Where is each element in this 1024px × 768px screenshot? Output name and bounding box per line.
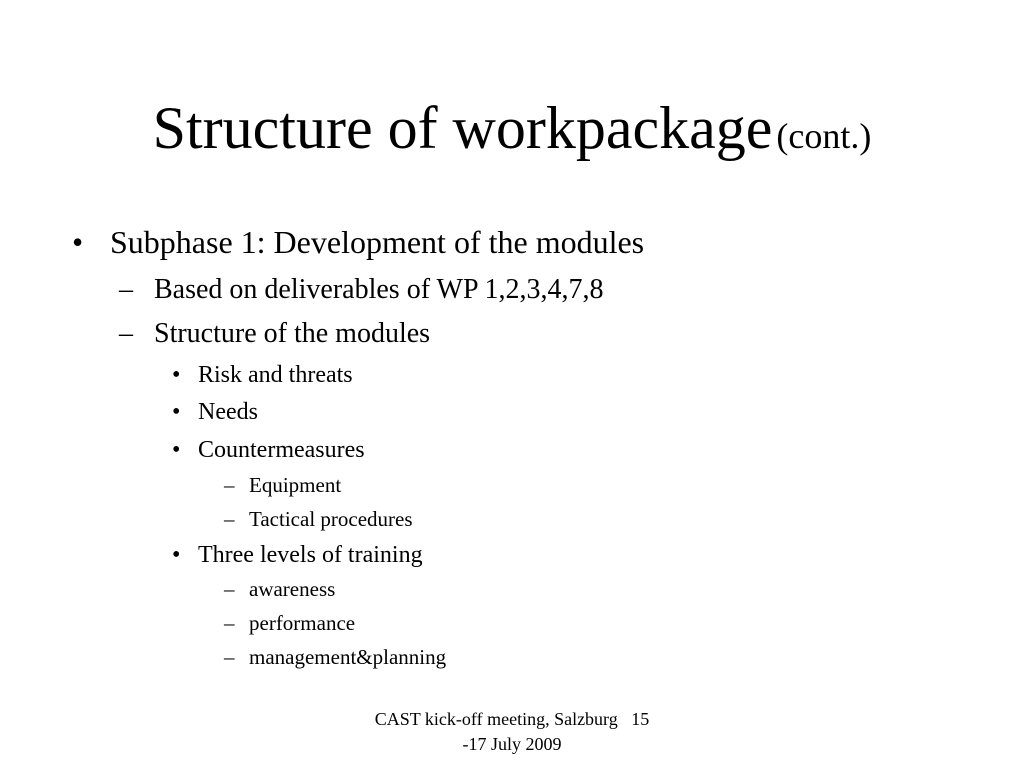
list-item-level-2: Based on deliverables of WP 1,2,3,4,7,8 <box>154 274 604 305</box>
footer-line-2: -17 July 2009 <box>462 734 562 754</box>
dash-marker: – <box>119 318 133 349</box>
list-item-level-3: Three levels of training <box>198 542 423 568</box>
bullet-marker: • <box>172 399 181 425</box>
list-item-level-4: management&planning <box>249 645 447 669</box>
list-item-level-4: Equipment <box>249 473 342 497</box>
slide-title-suffix: (cont.) <box>776 116 872 156</box>
list-item-level-2: Structure of the modules <box>154 318 431 349</box>
dash-marker: – <box>224 577 235 601</box>
dash-marker: – <box>224 473 235 497</box>
list-item-level-4: performance <box>249 611 356 635</box>
dash-marker: – <box>224 645 235 669</box>
slide-title-text: Structure of workpackage <box>152 95 773 161</box>
bullet-marker: • <box>172 362 181 388</box>
list-item-level-1: Subphase 1: Development of the modules <box>110 224 645 260</box>
bullet-marker: • <box>72 224 84 260</box>
list-item-level-4: Tactical procedures <box>249 507 413 531</box>
list-item-level-3: Risk and threats <box>198 362 353 388</box>
dash-marker: – <box>119 274 133 305</box>
slide-footer <box>340 707 684 757</box>
bullet-marker: • <box>172 437 181 463</box>
slide-title <box>0 95 1024 161</box>
list-item-level-3: Needs <box>198 399 258 425</box>
bullet-marker: • <box>172 542 181 568</box>
dash-marker: – <box>224 507 235 531</box>
list-item-level-3: Countermeasures <box>198 437 365 463</box>
dash-marker: – <box>224 611 235 635</box>
list-item-level-4: awareness <box>249 577 336 601</box>
footer-line-1: CAST kick-off meeting, Salzburg 15 <box>374 709 650 729</box>
